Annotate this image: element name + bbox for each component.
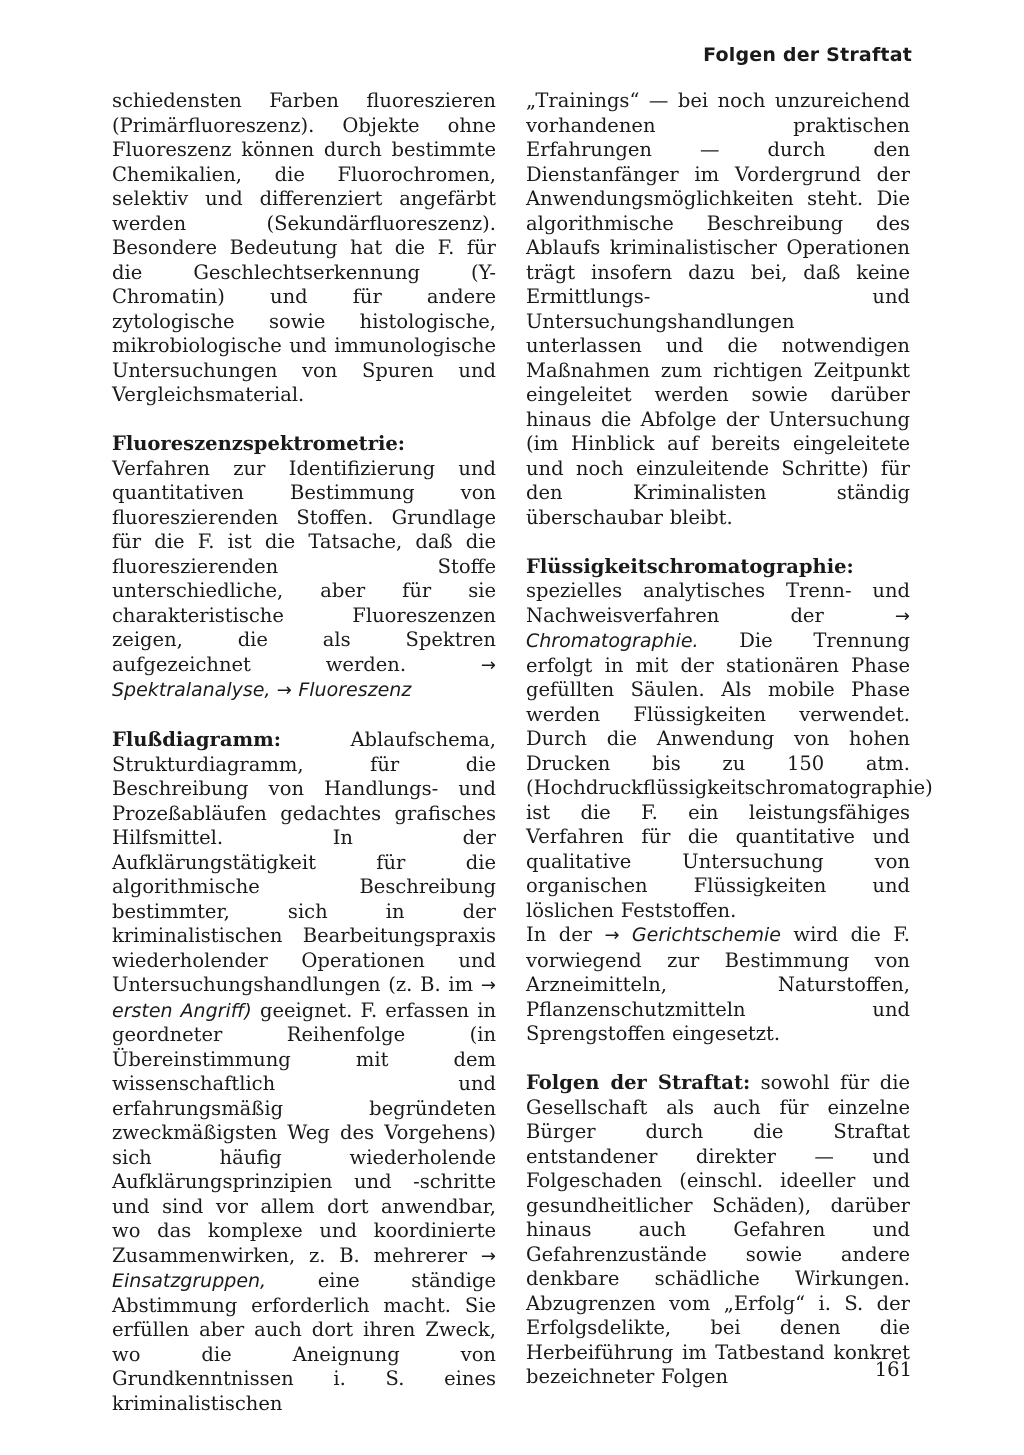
running-head: Folgen der Straftat bbox=[703, 44, 912, 66]
entry-text: Verfahren zur Identifizierung und quantitativen Bestimmung von fluoreszierenden Stoffen. Grundlage für die F. ist die Tatsache, daß die fluoreszierenden Stoffe unterschiedliche, aber für sie charakteristische Fluoreszenzen zeigen, die als Spektren aufgezeichnet werden. bbox=[112, 456, 496, 676]
cross-reference-arrow: → bbox=[894, 605, 910, 627]
cross-reference-ersten-angriff[interactable]: ersten Angriff) bbox=[112, 999, 252, 1022]
cross-reference-fluoreszenz[interactable]: Fluoreszenz bbox=[291, 679, 412, 701]
entry-text: wird die F. vorwiegend zur Bestimmung von Arzneimitteln, Naturstoffen, Pflanzenschutzmitteln und Sprengstoffen eingesetzt. bbox=[526, 923, 910, 1045]
entry-text: eine ständige Abstimmung erforderlich macht. Sie erfüllen aber auch dort ihren Zweck, wo die Aneignung von Grundkenntnissen i. S. eines kriminalistischen bbox=[112, 1269, 496, 1415]
entry-term: Flußdiagramm: bbox=[112, 728, 281, 751]
entry-term: Flüssigkeitschromatographie: bbox=[526, 554, 854, 578]
cross-reference-arrow: → bbox=[480, 1245, 496, 1267]
entry-fluessigkeitschromatographie bbox=[526, 554, 933, 924]
entry-text: sowohl für die Gesellschaft als auch für einzelne Bürger durch die Straftat entstandener direkter — und Folgeschaden (einschl. ideeller und gesundheitlicher Schäden), darüber hinaus auch Gefahren und Gefahrenzustände sowie andere denkbare schädliche Wirkungen. Abzugrenzen vom „Erfolg“ i. S. der Erfolgsdelikte, bei denen die Herbeiführung im Tatbestand konkret bezeichneter Folgen bbox=[526, 1071, 910, 1388]
entry-term: Fluoreszenzspektrometrie: bbox=[112, 432, 405, 455]
right-column bbox=[526, 89, 933, 1390]
left-column bbox=[112, 89, 496, 1416]
entry-text: In der bbox=[526, 923, 605, 946]
cross-reference-einsatzgruppen[interactable]: Einsatzgruppen, bbox=[112, 1270, 267, 1292]
entry-text: geeignet. F. erfassen in geordneter Reihenfolge (in Übereinstimmung mit dem wissenschaftlich und erfahrungsmäßig begründeten zweckmäßigsten Weg des Vorgehens) sich häufig wiederholende Aufklärungsprinzipien und -schritte und sind vor allem dort anwendbar, wo das komplexe und koordinierte Zusammenwirken, z. B. mehrerer bbox=[112, 998, 497, 1267]
cross-reference-arrow: → bbox=[270, 680, 292, 701]
entry-text: Die Trennung erfolgt in mit der stationären Phase gefüllten Säulen. Als mobile Phase werden Flüssigkeiten verwendet. Durch die Anwendung von hohen Drucken bis zu 150 atm. (Hochdruckflüssigkeitschromatographie) ist die F. ein leistungsfähiges Verfahren für die quantitative und qualitative Untersuchung von organischen Flüssigkeiten und löslichen Feststoffen. bbox=[526, 629, 933, 922]
page-number: 161 bbox=[874, 1358, 912, 1381]
entry-fluessigkeitschromatographie-continued bbox=[526, 923, 910, 1047]
cross-reference-arrow: → bbox=[480, 975, 496, 996]
continued-paragraph: „Trainings“ — bei noch unzureichend vorhandenen praktischen Erfahrungen — durch den Dienstanfänger im Vordergrund der Anwendungsmöglichkeiten steht. Die algorithmische Beschreibung des Ablaufs kriminalistischer Operationen trägt insofern dazu bei, daß keine Ermittlungs- und Untersuchungshandlungen unterlassen und die notwendigen Maßnahmen zum richtigen Zeitpunkt eingeleitet werden sowie darüber hinaus die Abfolge der Untersuchung (im Hinblick auf bereits eingeleitete und noch einzuleitende Schritte) für den Kriminalisten ständig überschaubar bleibt. bbox=[526, 89, 910, 529]
cross-reference-arrow: → bbox=[480, 654, 496, 676]
entry-term: Folgen der Straftat: bbox=[526, 1071, 751, 1094]
entry-text: Ablaufschema, Strukturdiagramm, für die Beschreibung von Handlungs- und Prozeßabläufen gedachtes grafisches Hilfsmittel. In der Aufklärungstätigkeit für die algorithmische Beschreibung bestimmter, sich in der kriminalistischen Bearbeitungspraxis wiederholender Operationen und Untersuchungshandlungen (z. B. im bbox=[112, 728, 496, 996]
entry-fluoreszenzspektrometrie bbox=[112, 432, 496, 704]
entry-folgen-der-straftat bbox=[526, 1071, 910, 1390]
continued-paragraph: schiedensten Farben fluoreszieren (Primärfluoreszenz). Objekte ohne Fluoreszenz können durch bestimmte Chemikalien, die Fluorochromen, selektiv und differenziert angefärbt werden (Sekundärfluoreszenz). Besondere Bedeutung hat die F. für die Geschlechtserkennung (Y-Chromatin) und für andere zytologische sowie histologische, mikrobiologische und immunologische Untersuchungen von Spuren und Vergleichsmaterial. bbox=[112, 89, 496, 406]
cross-reference-gerichtschemie[interactable]: Gerichtschemie bbox=[619, 924, 781, 946]
cross-reference-chromatographie[interactable]: Chromatographie. bbox=[526, 630, 699, 652]
entry-flussdiagramm bbox=[112, 728, 496, 1416]
entry-text: spezielles analytisches Trenn- und Nachweisverfahren der bbox=[526, 579, 910, 627]
cross-reference-arrow: → bbox=[604, 925, 620, 946]
cross-reference-spektralanalyse[interactable]: Spektralanalyse, bbox=[112, 679, 271, 701]
